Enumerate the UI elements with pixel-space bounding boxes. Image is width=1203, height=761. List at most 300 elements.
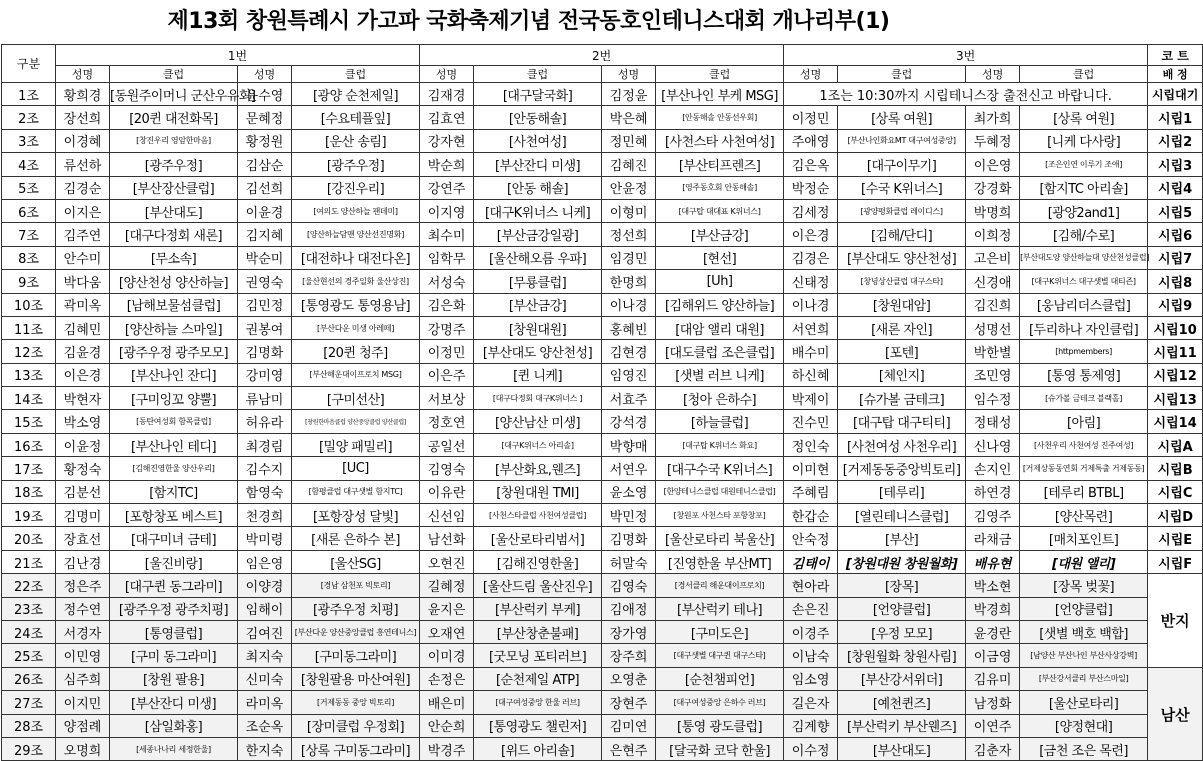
player-name: 김주연 bbox=[56, 223, 110, 246]
table-row bbox=[2, 153, 1203, 176]
player-name: 박민정 bbox=[602, 504, 656, 527]
table-row bbox=[2, 176, 1203, 199]
player-name: 김세정 bbox=[784, 199, 838, 222]
bracket-table bbox=[1, 44, 1203, 761]
player-club: [대구탑 대구티티] bbox=[838, 410, 966, 433]
player-club: [사천우리 사천여성 진주여성] bbox=[1020, 433, 1148, 456]
court-header-bottom: 배 정 bbox=[1148, 66, 1203, 83]
player-name: 이미현 bbox=[784, 457, 838, 480]
player-name: 이민영 bbox=[56, 644, 110, 667]
player-name: 오현진 bbox=[420, 550, 474, 573]
court-assignment: 시립6 bbox=[1148, 223, 1203, 246]
player-name: 길혜정 bbox=[420, 574, 474, 597]
player-club: [샛별 러브 니케] bbox=[656, 363, 784, 386]
player-club: [부산티프렌즈] bbox=[656, 153, 784, 176]
player-name: 김미연 bbox=[602, 714, 656, 737]
player-club: [부산잔디 미생] bbox=[110, 691, 238, 714]
player-club: [우정 모모] bbox=[838, 620, 966, 643]
player-club: [광주우정] bbox=[110, 153, 238, 176]
player-club: [열린테니스클럽] bbox=[838, 504, 966, 527]
table-row bbox=[2, 597, 1203, 620]
player-club: [동탄여성회 함목클럽] bbox=[110, 410, 238, 433]
player-name: 서연우 bbox=[602, 457, 656, 480]
player-name: 이유란 bbox=[420, 480, 474, 503]
player-club: [광양 순천제일] bbox=[292, 83, 420, 106]
player-club: [울산로타리] bbox=[1020, 691, 1148, 714]
player-club: [김해진영한울] bbox=[474, 550, 602, 573]
table-row bbox=[2, 129, 1203, 152]
player-club: [광주우정] bbox=[292, 153, 420, 176]
player-name: 권영숙 bbox=[238, 270, 292, 293]
player-club: [구미선산] bbox=[292, 387, 420, 410]
player-name: 임소영 bbox=[784, 667, 838, 690]
player-name: 박순희 bbox=[420, 153, 474, 176]
player-name: 박제이 bbox=[784, 387, 838, 410]
player-club: [UC] bbox=[292, 457, 420, 480]
player-name: 한명희 bbox=[602, 270, 656, 293]
group-label: 16조 bbox=[2, 433, 56, 456]
player-club: [니케 다사랑] bbox=[1020, 129, 1148, 152]
table-row bbox=[2, 737, 1203, 760]
table-row bbox=[2, 387, 1203, 410]
table-row bbox=[2, 199, 1203, 222]
player-club: [울산SG] bbox=[292, 550, 420, 573]
player-name: 손지인 bbox=[966, 457, 1020, 480]
player-name: 박다움 bbox=[56, 270, 110, 293]
court-assignment: 시립4 bbox=[1148, 176, 1203, 199]
group-label: 11조 bbox=[2, 316, 56, 339]
player-name: 이경주 bbox=[784, 620, 838, 643]
player-name: 서연희 bbox=[784, 316, 838, 339]
group-label: 9조 bbox=[2, 270, 56, 293]
group-label: 26조 bbox=[2, 667, 56, 690]
group-label: 20조 bbox=[2, 527, 56, 550]
player-name: 한갑순 bbox=[784, 504, 838, 527]
player-name: 김은옥 bbox=[784, 153, 838, 176]
player-club: [창원 팔용] bbox=[110, 667, 238, 690]
player-club: [대구여성중앙 은하수 러브] bbox=[656, 691, 784, 714]
club-header: 클럽 bbox=[838, 66, 966, 83]
player-name: 서보상 bbox=[420, 387, 474, 410]
player-name: 한지숙 bbox=[238, 737, 292, 760]
player-club: [Uh] bbox=[656, 270, 784, 293]
player-club: [부산대도 양산천성] bbox=[838, 246, 966, 269]
player-club: [포항창포 베스트] bbox=[110, 504, 238, 527]
player-club: [부산금강] bbox=[656, 223, 784, 246]
player-club: [함평클럽 대구샛별 함지TC] bbox=[292, 480, 420, 503]
player-name: 박향매 bbox=[602, 433, 656, 456]
group-label: 27조 bbox=[2, 691, 56, 714]
player-name: 오재연 bbox=[420, 620, 474, 643]
player-club: [창원팔용 마산여원] bbox=[292, 667, 420, 690]
player-club: [김해/수로] bbox=[1020, 223, 1148, 246]
player-club: [양산하늘 스마일] bbox=[110, 316, 238, 339]
player-club: [창녕상산클럽 대구스타] bbox=[838, 270, 966, 293]
player-club: [순천제일 ATP] bbox=[474, 667, 602, 690]
player-name: 황정원 bbox=[238, 129, 292, 152]
player-name: 김경순 bbox=[56, 176, 110, 199]
player-club: [웅남리더스클럽] bbox=[1020, 293, 1148, 316]
court-assignment: 시립7 bbox=[1148, 246, 1203, 269]
player-club: [새론 자인] bbox=[838, 316, 966, 339]
player-club: [함지TC 아리솔] bbox=[1020, 176, 1148, 199]
player-club: [양산하늘담맨 양산선진명화] bbox=[292, 223, 420, 246]
player-name: 황희경 bbox=[56, 83, 110, 106]
player-name: 남선화 bbox=[420, 527, 474, 550]
club-header: 클럽 bbox=[292, 66, 420, 83]
player-club: [부산장산클럽] bbox=[110, 176, 238, 199]
group-label: 2조 bbox=[2, 106, 56, 129]
player-name: 길은자 bbox=[784, 691, 838, 714]
player-name: 정수연 bbox=[56, 597, 110, 620]
player-club: [금천 조은 목련] bbox=[1020, 737, 1148, 760]
player-club: [슈가볼 금테크 블랙홀] bbox=[1020, 387, 1148, 410]
club-header: 클럽 bbox=[110, 66, 238, 83]
player-club: [20퀸 대전화목] bbox=[110, 106, 238, 129]
group-label: 28조 bbox=[2, 714, 56, 737]
slot2-header: 2번 bbox=[420, 45, 784, 66]
player-club: [부산창춘불패] bbox=[474, 620, 602, 643]
group-label: 5조 bbox=[2, 176, 56, 199]
table-row bbox=[2, 83, 1203, 106]
player-name: 최수미 bbox=[420, 223, 474, 246]
player-name: 김분선 bbox=[56, 480, 110, 503]
player-name: 박현자 bbox=[56, 387, 110, 410]
group-label: 13조 bbox=[2, 363, 56, 386]
group-label: 1조 bbox=[2, 83, 56, 106]
court-assignment: 시립8 bbox=[1148, 270, 1203, 293]
player-club: [사천스타클럽 사천여성클럽] bbox=[474, 504, 602, 527]
player-club: [아림] bbox=[1020, 410, 1148, 433]
player-name: 신미숙 bbox=[238, 667, 292, 690]
player-name: 주혜림 bbox=[784, 480, 838, 503]
player-club: [언양클럽] bbox=[838, 597, 966, 620]
player-name: 천경희 bbox=[238, 504, 292, 527]
player-name: 류선하 bbox=[56, 153, 110, 176]
player-club: [김해진영한울 양산우리] bbox=[110, 457, 238, 480]
player-club: [포텐] bbox=[838, 340, 966, 363]
player-name: 안숙정 bbox=[784, 527, 838, 550]
player-club: [굿모닝 포티러브] bbox=[474, 644, 602, 667]
player-name: 이지은 bbox=[56, 199, 110, 222]
player-club: [부산] bbox=[838, 527, 966, 550]
player-club: [진영한울 부산MT] bbox=[656, 550, 784, 573]
player-name: 김지혜 bbox=[238, 223, 292, 246]
table-row bbox=[2, 293, 1203, 316]
player-club: [구미 동그라미] bbox=[110, 644, 238, 667]
player-club: [부산화요,웬즈] bbox=[474, 457, 602, 480]
player-name: 은현주 bbox=[602, 737, 656, 760]
table-row bbox=[2, 644, 1203, 667]
player-name: 이연주 bbox=[966, 714, 1020, 737]
player-name: 박경희 bbox=[966, 597, 1020, 620]
group-label: 14조 bbox=[2, 387, 56, 410]
player-name: 김은화 bbox=[420, 293, 474, 316]
player-club: [김해위드 양산하늘] bbox=[656, 293, 784, 316]
player-club: [울산해오름 우파] bbox=[474, 246, 602, 269]
player-name: 이양경 bbox=[238, 574, 292, 597]
player-club: [대구탑 K위너스 화요] bbox=[656, 433, 784, 456]
player-club: [대구퀸 동그라미] bbox=[110, 574, 238, 597]
player-club: [거제동동 중앙 빅토리] bbox=[292, 691, 420, 714]
player-name: 김춘자 bbox=[966, 737, 1020, 760]
player-club: [테루리] bbox=[838, 480, 966, 503]
player-club: [장미클럽 우정회] bbox=[292, 714, 420, 737]
player-name: 김윤경 bbox=[56, 340, 110, 363]
player-name: 이은영 bbox=[966, 153, 1020, 176]
player-club: [대구K위너스 아리솔] bbox=[474, 433, 602, 456]
table-row bbox=[2, 363, 1203, 386]
player-name: 김영숙 bbox=[420, 457, 474, 480]
player-club: [위드 아리솔] bbox=[474, 737, 602, 760]
player-club: [새론 은하수 본] bbox=[292, 527, 420, 550]
player-club: [부산잔디 미생] bbox=[474, 153, 602, 176]
player-name: 김혜민 bbox=[56, 316, 110, 339]
court-assignment: 시립C bbox=[1148, 480, 1203, 503]
player-club: [두리하나 자인클럽] bbox=[1020, 316, 1148, 339]
player-name: 안윤정 bbox=[602, 176, 656, 199]
player-club: [부산강서위더] bbox=[838, 667, 966, 690]
player-club: [영주동호회 안동해솔] bbox=[656, 176, 784, 199]
player-club: [장목] bbox=[838, 574, 966, 597]
player-club: [김해/단디] bbox=[838, 223, 966, 246]
player-name: 김정윤 bbox=[602, 83, 656, 106]
player-name: 곽미옥 bbox=[56, 293, 110, 316]
player-club: [대구샛별 대구퀸 대구스타] bbox=[656, 644, 784, 667]
table-row bbox=[2, 316, 1203, 339]
player-name: 이수정 bbox=[784, 737, 838, 760]
player-name: 박소영 bbox=[56, 410, 110, 433]
player-club: [대구수국 K위너스] bbox=[656, 457, 784, 480]
player-club: [청아 은하수] bbox=[656, 387, 784, 410]
player-club: [함지TC] bbox=[110, 480, 238, 503]
player-club: [통영클럽] bbox=[110, 620, 238, 643]
court-assignment: 시립F bbox=[1148, 550, 1203, 573]
court-assignment: 시립3 bbox=[1148, 153, 1203, 176]
player-name: 최가희 bbox=[966, 106, 1020, 129]
player-name: 강경화 bbox=[966, 176, 1020, 199]
player-name: 문혜정 bbox=[238, 106, 292, 129]
group-header: 구분 bbox=[2, 45, 56, 83]
player-name: 신경애 bbox=[966, 270, 1020, 293]
player-name: 배수미 bbox=[784, 340, 838, 363]
player-club: [부산금강] bbox=[474, 293, 602, 316]
table-row bbox=[2, 667, 1203, 690]
player-name: 이지영 bbox=[420, 199, 474, 222]
player-club: [창원포 사천스타 포항창포] bbox=[656, 504, 784, 527]
player-club: [창원대원 창원월화] bbox=[838, 550, 966, 573]
player-club: [양산남산 미생] bbox=[474, 410, 602, 433]
player-club: [사천여성 사천우리] bbox=[838, 433, 966, 456]
player-club: [무룡클럽] bbox=[474, 270, 602, 293]
player-name: 김명화 bbox=[238, 340, 292, 363]
player-name: 윤소영 bbox=[602, 480, 656, 503]
player-name: 강미영 bbox=[238, 363, 292, 386]
player-club: [매치포인트] bbox=[1020, 527, 1148, 550]
player-name: 정태성 bbox=[966, 410, 1020, 433]
player-name: 김재경 bbox=[420, 83, 474, 106]
player-name: 손정은 bbox=[420, 667, 474, 690]
player-name: 박미령 bbox=[238, 527, 292, 550]
player-club: [광주우정 광주모모] bbox=[110, 340, 238, 363]
player-club: [달국화 코닥 한울] bbox=[656, 737, 784, 760]
player-club: [여의도 양산하늘 팬데미] bbox=[292, 199, 420, 222]
player-club: [사천여성] bbox=[474, 129, 602, 152]
player-name: 류남미 bbox=[238, 387, 292, 410]
player-club: [부산대도양 양산하늘대 양산천성클럽] bbox=[1020, 246, 1148, 269]
group-label: 6조 bbox=[2, 199, 56, 222]
player-name: 배은미 bbox=[420, 691, 474, 714]
player-club: [울산현선의 경주일화 울산상진] bbox=[292, 270, 420, 293]
player-name: 심주희 bbox=[56, 667, 110, 690]
player-name: 강자현 bbox=[420, 129, 474, 152]
player-name: 박순미 bbox=[238, 246, 292, 269]
player-name: 황정숙 bbox=[56, 457, 110, 480]
player-name: 박은혜 bbox=[602, 106, 656, 129]
player-club: [하늘클럽] bbox=[656, 410, 784, 433]
player-club: [통영광도 통영용남] bbox=[292, 293, 420, 316]
group-label: 12조 bbox=[2, 340, 56, 363]
player-club: [부산나인 잔디] bbox=[110, 363, 238, 386]
player-club: [울산로타리범서] bbox=[474, 527, 602, 550]
player-name: 이윤경 bbox=[238, 199, 292, 222]
player-name: 정선희 bbox=[602, 223, 656, 246]
player-club: [울진비랑] bbox=[110, 550, 238, 573]
group-label: 3조 bbox=[2, 129, 56, 152]
court-assignment: 시립A bbox=[1148, 433, 1203, 456]
court-assignment: 시립5 bbox=[1148, 199, 1203, 222]
group-label: 7조 bbox=[2, 223, 56, 246]
player-name: 최지숙 bbox=[238, 644, 292, 667]
name-header: 성명 bbox=[238, 66, 292, 83]
player-name: 서효주 bbox=[602, 387, 656, 410]
player-club: [상록 구미동그라미] bbox=[292, 737, 420, 760]
player-name: 최경림 bbox=[238, 433, 292, 456]
player-club: [남해보물섬클럽] bbox=[110, 293, 238, 316]
player-name: 장선희 bbox=[56, 106, 110, 129]
player-name: 정은주 bbox=[56, 574, 110, 597]
name-header: 성명 bbox=[602, 66, 656, 83]
player-club: [안동해솔] bbox=[474, 106, 602, 129]
player-club: [창진우리 영암한마음] bbox=[110, 129, 238, 152]
player-club: [부산다운 양산중앙클럽 흥연테니스] bbox=[292, 620, 420, 643]
player-name: 서경자 bbox=[56, 620, 110, 643]
player-name: 김난경 bbox=[56, 550, 110, 573]
player-club: [삼일화홍] bbox=[110, 714, 238, 737]
player-club: [체인지] bbox=[838, 363, 966, 386]
player-club: [수국 K위너스] bbox=[838, 176, 966, 199]
player-club: [부산나인 부케 MSG] bbox=[656, 83, 784, 106]
player-name: 이미경 bbox=[420, 644, 474, 667]
player-name: 김효연 bbox=[420, 106, 474, 129]
court-header-top: 코 트 bbox=[1148, 45, 1203, 66]
table-row bbox=[2, 504, 1203, 527]
group-label: 17조 bbox=[2, 457, 56, 480]
group-label: 4조 bbox=[2, 153, 56, 176]
player-name: 김현경 bbox=[602, 340, 656, 363]
court-assignment: 남산 bbox=[1148, 667, 1203, 761]
player-name: 이금영 bbox=[966, 644, 1020, 667]
page-title: 제13회 창원특례시 가고파 국화축제기념 전국동호인테니스대회 개나리부(1) bbox=[167, 9, 890, 34]
player-name: 이나경 bbox=[784, 293, 838, 316]
player-club: [양정현대] bbox=[1020, 714, 1148, 737]
court-assignment: 시립2 bbox=[1148, 129, 1203, 152]
table-row bbox=[2, 246, 1203, 269]
court-assignment: 시립B bbox=[1148, 457, 1203, 480]
court-assignment: 시립11 bbox=[1148, 340, 1203, 363]
group-label: 25조 bbox=[2, 644, 56, 667]
player-name: 박한별 bbox=[966, 340, 1020, 363]
slot3-header: 3번 bbox=[784, 45, 1148, 66]
player-club: [한양테니스클럽 대원테니스클럽] bbox=[656, 480, 784, 503]
player-club: [부산금강일광] bbox=[474, 223, 602, 246]
player-club: [언양클럽] bbox=[1020, 597, 1148, 620]
player-name: 이정민 bbox=[784, 106, 838, 129]
player-club: [부산해운대이프로치 MSG] bbox=[292, 363, 420, 386]
player-name: 정민혜 bbox=[602, 129, 656, 152]
player-name: 라미옥 bbox=[238, 691, 292, 714]
player-club: [통영 광도클럽] bbox=[656, 714, 784, 737]
player-name: 김경은 bbox=[784, 246, 838, 269]
player-club: [경남 삼천포 빅토리] bbox=[292, 574, 420, 597]
player-name: 공일선 bbox=[420, 433, 474, 456]
player-club: [샛별 백호 백합] bbox=[1020, 620, 1148, 643]
player-name: 임은영 bbox=[238, 550, 292, 573]
player-name: 김명화 bbox=[602, 527, 656, 550]
player-name: 김선희 bbox=[238, 176, 292, 199]
player-name: 김영숙 bbox=[602, 574, 656, 597]
player-name: 윤수영 bbox=[238, 83, 292, 106]
table-row bbox=[2, 574, 1203, 597]
player-name: 강석경 bbox=[602, 410, 656, 433]
player-name: 김영주 bbox=[966, 504, 1020, 527]
player-club: [장목 벚꽃] bbox=[1020, 574, 1148, 597]
player-name: 이경혜 bbox=[56, 129, 110, 152]
player-club: [예천퀸즈] bbox=[838, 691, 966, 714]
player-club: [순천챔피언] bbox=[656, 667, 784, 690]
player-name: 장주희 bbox=[602, 644, 656, 667]
player-club: [경서클리 해운대이프로치] bbox=[656, 574, 784, 597]
court-assignment: 시립1 bbox=[1148, 106, 1203, 129]
player-name: 임해이 bbox=[238, 597, 292, 620]
group-label: 8조 bbox=[2, 246, 56, 269]
player-name: 정호연 bbox=[420, 410, 474, 433]
player-name: 김태이 bbox=[784, 550, 838, 573]
player-name: 이형미 bbox=[602, 199, 656, 222]
group-label: 15조 bbox=[2, 410, 56, 433]
player-name: 박소현 bbox=[966, 574, 1020, 597]
player-club: [구미잉꼬 양뿔] bbox=[110, 387, 238, 410]
player-club: [남양산 부산나인 부산사상강벽] bbox=[1020, 644, 1148, 667]
player-name: 장가영 bbox=[602, 620, 656, 643]
player-name: 김민정 bbox=[238, 293, 292, 316]
player-club: [부산럭키 부산웬즈] bbox=[838, 714, 966, 737]
player-name: 양점례 bbox=[56, 714, 110, 737]
group-label: 23조 bbox=[2, 597, 56, 620]
group-label: 29조 bbox=[2, 737, 56, 760]
player-name: 안수미 bbox=[56, 246, 110, 269]
player-club: [통영광도 챌린저] bbox=[474, 714, 602, 737]
player-name: 함영숙 bbox=[238, 480, 292, 503]
court-assignment: 시립13 bbox=[1148, 387, 1203, 410]
group-label: 21조 bbox=[2, 550, 56, 573]
player-name: 이은경 bbox=[56, 363, 110, 386]
player-club: [무소속] bbox=[110, 246, 238, 269]
player-name: 신태정 bbox=[784, 270, 838, 293]
player-club: [강진우리] bbox=[292, 176, 420, 199]
table-row bbox=[2, 340, 1203, 363]
player-name: 배유현 bbox=[966, 550, 1020, 573]
